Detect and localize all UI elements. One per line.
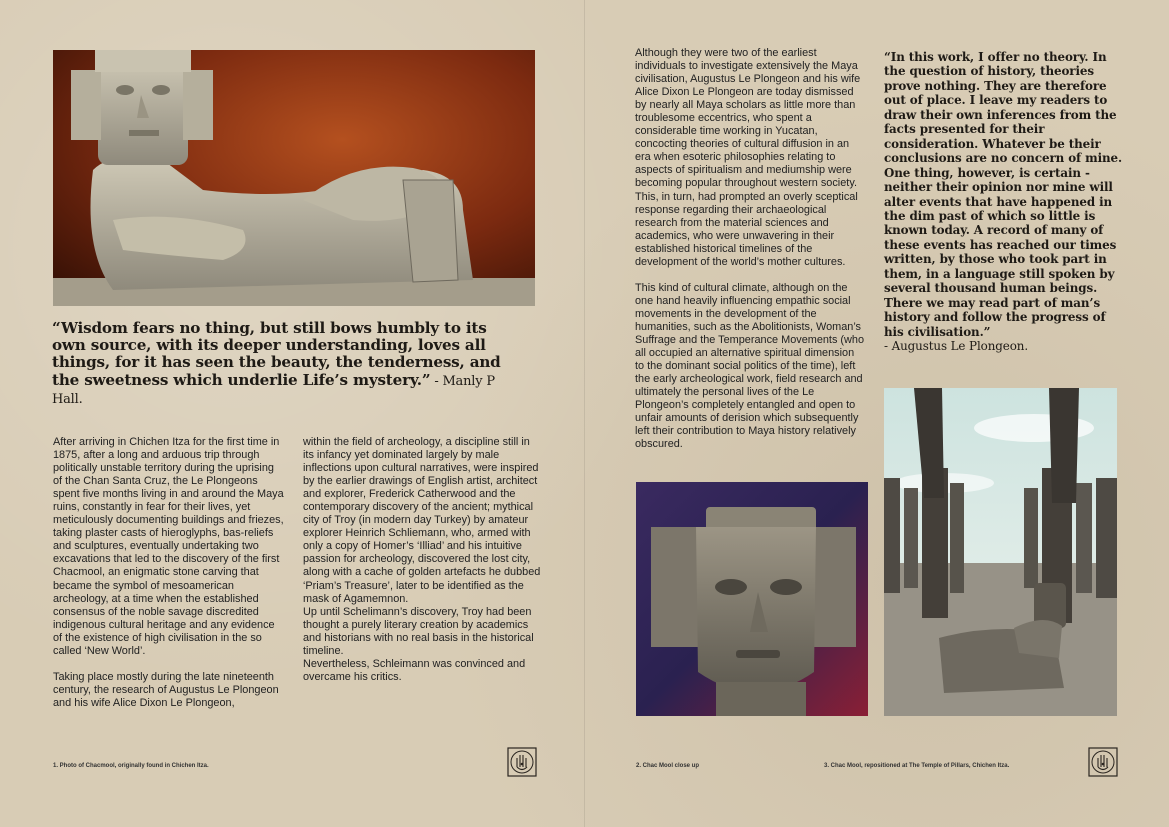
temple-of-pillars-photo — [884, 388, 1117, 716]
chacmool-closeup-photo — [636, 482, 868, 716]
caption-photo-1: 1. Photo of Chacmool, originally found in Chichen Itza. — [53, 763, 209, 769]
pullquote-le-plongeon — [884, 50, 1124, 354]
paragraph: After arriving in Chichen Itza for the first time in 1875, after a long and arduous trip through politically unstable territory during the uprising of the Chan Santa Cruz, the Le Plongeons spent five months living in and around the Maya ruins, constantly in fear for their lives, yet meticulously documenting buildings and friezes, taking plaster casts of hieroglyphs, bas-reliefs and sculptures, eventually undertaking two excavations that led to the discovery of the first Chacmool, an enigmatic stone carving that became the symbol of mesoamerican archeology, at a time when the established consensus of the noble savage discredited indigenous cultural heritage and any evidence of the existence of high civilisation in the so called ‘New World’. — [53, 436, 284, 657]
quote-attribution: - Augustus Le Plongeon. — [884, 339, 1029, 354]
chacmool-photo — [53, 50, 535, 306]
caption-photo-3: 3. Chac Mool, repositioned at The Temple of Pillars, Chichen Itza. — [824, 763, 1010, 769]
paragraph: Up until Schelimann’s discovery, Troy had been thought a purely literary creation by academics and historians with no real basis in the historical timeline. — [303, 605, 534, 657]
right-column — [635, 47, 865, 451]
paragraph: This kind of cultural climate, although on the one hand heavily influencing empathic social movements in the development of the humanities, such as the Abolitionists, Woman’s Suffrage and the Temperance Movements (who all occupied an alternative spiritual dimension to the dominant social politics of the time), left the early archeological work, field research and ultimately the personal lives of the Le Plongeon’s completely entangled and open to unfair amounts of derision which subsequently left their contribution to Maya history relatively obscured. — [635, 281, 865, 451]
pullquote-attribution: - Manly P Hall. — [52, 373, 495, 407]
pullquote-manly-hall — [52, 320, 522, 408]
pullquote-text: “Wisdom fears no thing, but still bows humbly to its own source, with its deeper understanding, loves all things, for it has seen the beauty, the tenderness, and the sweetness which underlie Life’s mystery.” — [52, 319, 501, 389]
paragraph: Nevertheless, Schleimann was convinced and overcame his critics. — [303, 657, 526, 683]
hamsa-hand-icon — [1088, 747, 1118, 777]
quote-text: “In this work, I offer no theory. In the question of history, theories prove nothing. They are therefore out of place. I leave my readers to draw their own inferences from the facts presented for their consideration. Whatever be their conclusions are no concern of mine. One thing, however, is certain - neither their opinion nor mine will alter events that have happened in the dim past of which so little is known today. A record of many of these events has reached our times written, by those who took part in them, in a language still spoken by several thousand human beings. There we may read part of man’s history and follow the progress of his civilisation.” — [884, 50, 1123, 339]
paragraph: Although they were two of the earliest individuals to investigate extensively the Maya civilisation, Augustus Le Plongeon and his wife Alice Dixon Le Plongeon are today dismissed by nearly all Maya scholars as little more than troublesome eccentrics, who spent a considerable time working in Yucatan, concocting theories of cultural diffusion in an era when esoteric philosophies relating to aspects of spiritualism and mediumship were becoming popular throughout western society. This, in turn, had prompted an overly sceptical response regarding their archaeological research from the material sciences and academics, who were unwavering in their established historical timelines of the development of the world’s mother cultures. — [635, 47, 861, 268]
caption-photo-2: 2. Chac Mool close up — [636, 763, 700, 769]
page-spine — [584, 0, 585, 827]
paragraph: Taking place mostly during the late nineteenth century, the research of Augustus Le Plongeon and his wife Alice Dixon Le Plongeon, — [53, 670, 279, 709]
left-column-1 — [53, 436, 285, 710]
paragraph: within the field of archeology, a discipline still in its infancy yet dominated largely by male inflections upon cultural narratives, were inspired by the earlier drawings of English artist, architect and explorer, Frederick Catherwood and the contemporary discovery of the ancient; mythical city of Troy (in modern day Turkey) by amateur explorer Heinrich Schliemann, who, armed with only a copy of Homer’s ‘Illiad’ and his intuitive passion for archeology, discovered the lost city, along with a cache of golden artefacts he dubbed ‘Priam’s Treasure’, later to be identified as the mask of Agamemnon. — [303, 436, 541, 605]
left-column-2 — [303, 436, 543, 684]
hamsa-hand-icon — [507, 747, 537, 777]
